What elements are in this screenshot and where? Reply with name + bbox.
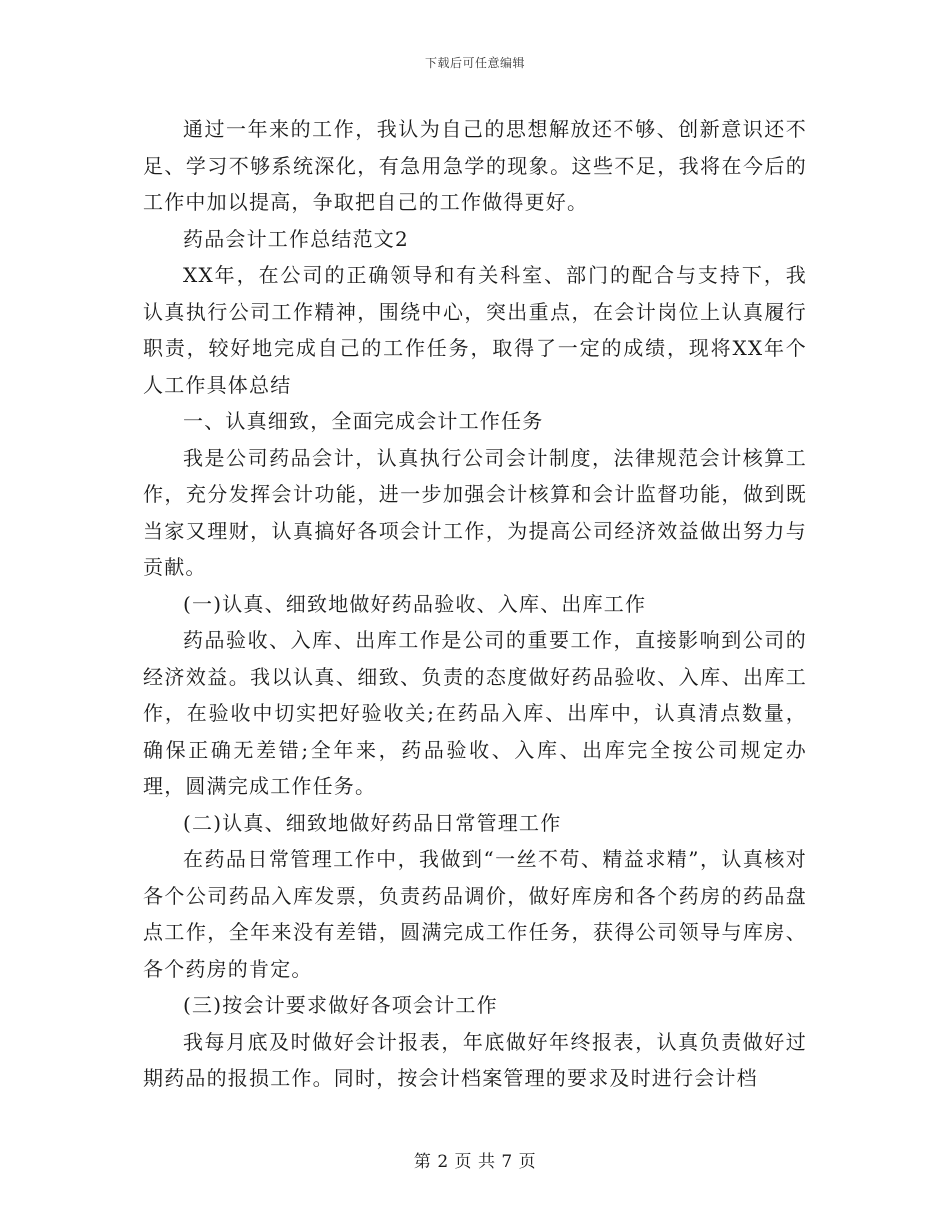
section-title: 药品会计工作总结范文2 <box>183 226 409 251</box>
paragraph-intro: XX年，在公司的正确领导和有关科室、部门的配合与支持下，我认真执行公司工作精神，围绕中心，突出重点，在会计岗位上认真履行职责，较好地完成自己的工作任务，取得了一定的成绩，现将XX年个人工作具体总结 <box>143 263 807 397</box>
document-body <box>143 111 807 1097</box>
paragraph-5: 在药品日常管理工作中，我做到“一丝不苟、精益求精”，认真核对各个公司药品入库发票，负责药品调价，做好库房和各个药房的药品盘点工作，全年来没有差错，圆满完成工作任务，获得公司领导与库房、各个药房的肯定。 <box>143 847 807 981</box>
paragraph-1: 通过一年来的工作，我认为自己的思想解放还不够、创新意识还不足、学习不够系统深化，有急用急学的现象。这些不足，我将在今后的工作中加以提高，争取把自己的工作做得更好。 <box>143 117 807 214</box>
heading-1: 一、认真细致，全面完成会计工作任务 <box>183 409 544 433</box>
page-header: 下载后可任意编辑 <box>424 56 525 70</box>
subheading-3: (三)按会计要求做好各项会计工作 <box>183 993 498 1017</box>
paragraph-4: 药品验收、入库、出库工作是公司的重要工作，直接影响到公司的经济效益。我以认真、细致、负责的态度做好药品验收、入库、出库工作，在验收中切实把好验收关;在药品入库、出库中，认真清点数量，确保正确无差错;全年来，药品验收、入库、出库完全按公司规定办理，圆满完成工作任务。 <box>143 628 807 798</box>
page-footer: 第 2 页 共 7 页 <box>413 1152 537 1172</box>
subheading-1: (一)认真、细致地做好药品验收、入库、出库工作 <box>183 591 647 616</box>
subheading-2: (二)认真、细致地做好药品日常管理工作 <box>183 810 562 835</box>
paragraph-6: 我每月底及时做好会计报表，年底做好年终报表，认真负责做好过期药品的报损工作。同时，按会计档案管理的要求及时进行会计档 <box>143 1029 807 1090</box>
paragraph-3: 我是公司药品会计，认真执行公司会计制度，法律规范会计核算工作，充分发挥会计功能，进一步加强会计核算和会计监督功能，做到既当家又理财，认真搞好各项会计工作，为提高公司经济效益做出努力与贡献。 <box>143 445 807 579</box>
